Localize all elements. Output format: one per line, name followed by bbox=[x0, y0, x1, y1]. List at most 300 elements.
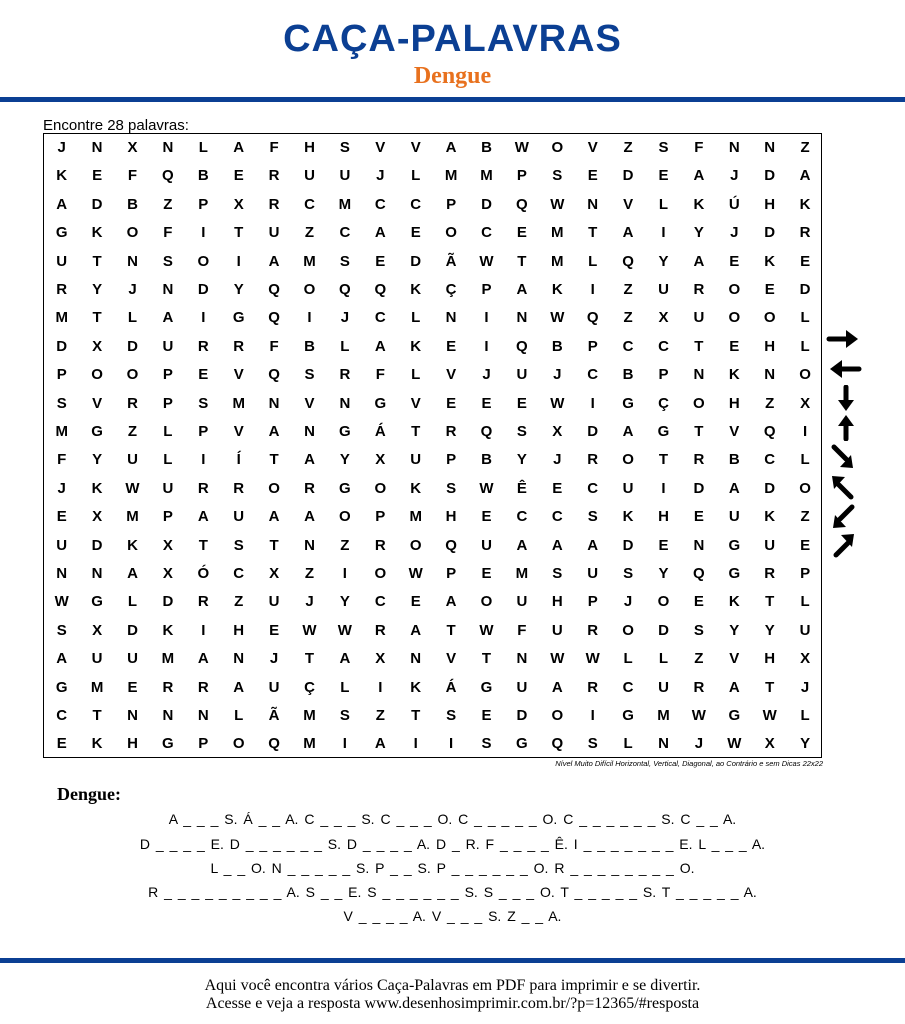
grid-cell[interactable]: Q bbox=[763, 423, 776, 440]
grid-cell[interactable]: L bbox=[234, 707, 244, 724]
grid-cell[interactable]: J bbox=[623, 593, 633, 611]
grid-cell[interactable]: D bbox=[764, 167, 776, 185]
grid-cell[interactable]: I bbox=[307, 309, 312, 327]
grid-cell[interactable]: D bbox=[622, 536, 634, 554]
grid-cell[interactable]: A bbox=[197, 650, 209, 668]
grid-cell[interactable]: D bbox=[587, 423, 599, 440]
grid-cell[interactable]: W bbox=[585, 650, 600, 668]
grid-cell[interactable]: S bbox=[339, 707, 350, 724]
grid-cell[interactable]: P bbox=[162, 394, 173, 412]
grid-cell[interactable]: D bbox=[481, 195, 492, 213]
grid-cell[interactable]: Z bbox=[127, 423, 138, 440]
grid-cell[interactable]: C bbox=[481, 224, 492, 242]
grid-cell[interactable]: E bbox=[516, 394, 527, 412]
grid-cell[interactable]: Z bbox=[304, 565, 315, 582]
grid-cell[interactable]: I bbox=[342, 565, 347, 582]
grid-cell[interactable]: B bbox=[304, 337, 315, 355]
grid-cell[interactable]: T bbox=[411, 423, 421, 440]
grid-cell[interactable]: R bbox=[268, 195, 280, 213]
grid-cell[interactable]: J bbox=[57, 139, 66, 156]
grid-cell[interactable]: J bbox=[305, 593, 314, 611]
grid-cell[interactable]: I bbox=[590, 281, 595, 298]
grid-cell[interactable]: A bbox=[728, 479, 740, 497]
grid-cell[interactable]: R bbox=[764, 565, 776, 582]
grid-cell[interactable]: S bbox=[587, 735, 598, 753]
grid-cell[interactable]: S bbox=[56, 621, 67, 639]
grid-cell[interactable]: F bbox=[694, 139, 704, 156]
grid-cell[interactable]: C bbox=[622, 337, 634, 355]
grid-cell[interactable]: J bbox=[269, 650, 279, 668]
grid-cell[interactable]: G bbox=[91, 423, 103, 440]
grid-cell[interactable]: S bbox=[446, 707, 457, 724]
grid-cell[interactable]: D bbox=[764, 224, 776, 242]
grid-cell[interactable]: S bbox=[481, 735, 492, 753]
grid-cell[interactable]: X bbox=[375, 650, 386, 668]
grid-cell[interactable]: Z bbox=[623, 309, 633, 327]
grid-cell[interactable]: N bbox=[127, 252, 138, 270]
grid-cell[interactable]: M bbox=[444, 167, 458, 185]
grid-cell[interactable]: A bbox=[693, 252, 705, 270]
grid-cell[interactable]: B bbox=[127, 195, 138, 213]
grid-cell[interactable]: Y bbox=[233, 281, 244, 298]
grid-cell[interactable]: G bbox=[728, 707, 741, 724]
grid-cell[interactable]: X bbox=[764, 735, 775, 753]
grid-cell[interactable]: I bbox=[201, 451, 206, 469]
grid-cell[interactable]: N bbox=[587, 195, 599, 213]
grid-cell[interactable]: T bbox=[92, 707, 102, 724]
grid-cell[interactable]: A bbox=[587, 536, 599, 554]
grid-cell[interactable]: T bbox=[765, 593, 775, 611]
grid-cell[interactable]: G bbox=[232, 309, 245, 327]
grid-cell[interactable]: M bbox=[303, 735, 316, 753]
grid-cell[interactable]: C bbox=[587, 366, 599, 384]
grid-cell[interactable]: M bbox=[161, 650, 175, 668]
grid-cell[interactable]: A bbox=[268, 423, 280, 440]
grid-cell[interactable]: O bbox=[303, 281, 316, 298]
grid-cell[interactable]: Q bbox=[268, 366, 280, 384]
grid-cell[interactable]: N bbox=[162, 281, 174, 298]
grid-cell[interactable]: S bbox=[658, 139, 669, 156]
grid-cell[interactable]: W bbox=[550, 195, 565, 213]
grid-cell[interactable]: A bbox=[162, 309, 174, 327]
grid-cell[interactable]: W bbox=[302, 621, 317, 639]
grid-cell[interactable]: I bbox=[201, 621, 206, 639]
grid-cell[interactable]: Y bbox=[658, 252, 669, 270]
grid-cell[interactable]: W bbox=[408, 565, 423, 582]
grid-cell[interactable]: T bbox=[92, 252, 102, 270]
grid-cell[interactable]: Ç bbox=[445, 281, 457, 298]
grid-cell[interactable]: E bbox=[56, 508, 67, 526]
grid-cell[interactable]: N bbox=[91, 565, 103, 582]
grid-cell[interactable]: O bbox=[445, 224, 457, 242]
grid-cell[interactable]: Y bbox=[339, 593, 350, 611]
grid-cell[interactable]: D bbox=[799, 281, 811, 298]
grid-cell[interactable]: V bbox=[304, 394, 315, 412]
grid-cell[interactable]: S bbox=[56, 394, 67, 412]
grid-cell[interactable]: Z bbox=[623, 139, 633, 156]
grid-cell[interactable]: Z bbox=[163, 195, 173, 213]
grid-cell[interactable]: O bbox=[126, 224, 139, 242]
grid-cell[interactable]: L bbox=[800, 593, 810, 611]
grid-cell[interactable]: G bbox=[480, 678, 493, 696]
grid-cell[interactable]: O bbox=[728, 309, 741, 327]
grid-cell[interactable]: B bbox=[551, 337, 563, 355]
grid-cell[interactable]: H bbox=[551, 593, 563, 611]
grid-cell[interactable]: O bbox=[126, 366, 139, 384]
grid-cell[interactable]: O bbox=[409, 536, 422, 554]
grid-cell[interactable]: A bbox=[799, 167, 811, 185]
grid-cell[interactable]: Q bbox=[516, 195, 528, 213]
grid-cell[interactable]: K bbox=[622, 508, 634, 526]
grid-cell[interactable]: T bbox=[269, 536, 279, 554]
grid-cell[interactable]: X bbox=[800, 394, 811, 412]
grid-cell[interactable]: S bbox=[339, 139, 350, 156]
grid-cell[interactable]: Ã bbox=[445, 252, 457, 270]
grid-cell[interactable]: H bbox=[764, 650, 776, 668]
grid-cell[interactable]: A bbox=[728, 678, 740, 696]
grid-cell[interactable]: V bbox=[233, 366, 244, 384]
grid-cell[interactable]: V bbox=[410, 394, 421, 412]
grid-cell[interactable]: E bbox=[481, 508, 492, 526]
grid-cell[interactable]: P bbox=[162, 508, 173, 526]
grid-cell[interactable]: U bbox=[56, 536, 68, 554]
grid-cell[interactable]: G bbox=[374, 394, 387, 412]
grid-cell[interactable]: M bbox=[55, 309, 68, 327]
grid-cell[interactable]: F bbox=[127, 167, 138, 185]
grid-cell[interactable]: X bbox=[269, 565, 280, 582]
grid-cell[interactable]: T bbox=[588, 224, 598, 242]
grid-cell[interactable]: E bbox=[729, 252, 740, 270]
grid-cell[interactable]: N bbox=[233, 650, 245, 668]
grid-cell[interactable]: V bbox=[729, 423, 740, 440]
grid-cell[interactable]: M bbox=[409, 508, 422, 526]
grid-cell[interactable]: T bbox=[411, 707, 421, 724]
grid-cell[interactable]: R bbox=[197, 479, 209, 497]
grid-cell[interactable]: H bbox=[304, 139, 315, 156]
grid-cell[interactable]: K bbox=[91, 479, 103, 497]
grid-cell[interactable]: Ç bbox=[658, 394, 669, 412]
grid-cell[interactable]: D bbox=[764, 479, 776, 497]
grid-cell[interactable]: A bbox=[445, 139, 457, 156]
grid-cell[interactable]: E bbox=[800, 536, 811, 554]
grid-cell[interactable]: N bbox=[268, 394, 280, 412]
grid-cell[interactable]: Z bbox=[234, 593, 244, 611]
grid-cell[interactable]: K bbox=[551, 281, 563, 298]
grid-cell[interactable]: L bbox=[163, 423, 173, 440]
grid-cell[interactable]: T bbox=[198, 536, 208, 554]
grid-cell[interactable]: C bbox=[339, 224, 351, 242]
grid-cell[interactable]: U bbox=[587, 565, 599, 582]
grid-cell[interactable]: M bbox=[480, 167, 493, 185]
grid-cell[interactable]: N bbox=[127, 707, 138, 724]
grid-cell[interactable]: N bbox=[162, 707, 174, 724]
grid-cell[interactable]: A bbox=[693, 167, 705, 185]
grid-cell[interactable]: T bbox=[92, 309, 102, 327]
grid-cell[interactable]: P bbox=[800, 565, 811, 582]
grid-cell[interactable]: R bbox=[197, 337, 209, 355]
grid-cell[interactable]: V bbox=[375, 139, 386, 156]
grid-cell[interactable]: V bbox=[587, 139, 598, 156]
grid-cell[interactable]: O bbox=[799, 479, 811, 497]
grid-cell[interactable]: M bbox=[551, 252, 564, 270]
grid-cell[interactable]: E bbox=[729, 337, 740, 355]
grid-cell[interactable]: O bbox=[374, 565, 387, 582]
grid-cell[interactable]: Ã bbox=[268, 707, 280, 724]
grid-cell[interactable]: F bbox=[375, 366, 385, 384]
grid-cell[interactable]: J bbox=[730, 224, 739, 242]
grid-cell[interactable]: A bbox=[56, 195, 68, 213]
grid-cell[interactable]: P bbox=[446, 451, 457, 469]
grid-cell[interactable]: P bbox=[516, 167, 527, 185]
grid-cell[interactable]: F bbox=[269, 139, 279, 156]
grid-cell[interactable]: P bbox=[198, 423, 209, 440]
grid-cell[interactable]: F bbox=[163, 224, 173, 242]
grid-cell[interactable]: A bbox=[56, 650, 68, 668]
grid-cell[interactable]: W bbox=[691, 707, 706, 724]
grid-cell[interactable]: A bbox=[197, 508, 209, 526]
grid-cell[interactable]: E bbox=[410, 224, 421, 242]
grid-cell[interactable]: G bbox=[622, 394, 634, 412]
grid-cell[interactable]: O bbox=[197, 252, 210, 270]
grid-cell[interactable]: R bbox=[304, 479, 315, 497]
grid-cell[interactable]: R bbox=[693, 451, 705, 469]
grid-cell[interactable]: I bbox=[661, 224, 666, 242]
grid-cell[interactable]: Z bbox=[800, 508, 810, 526]
grid-cell[interactable]: O bbox=[480, 593, 493, 611]
grid-cell[interactable]: M bbox=[657, 707, 670, 724]
grid-cell[interactable]: A bbox=[516, 536, 528, 554]
grid-cell[interactable]: C bbox=[587, 479, 599, 497]
grid-cell[interactable]: W bbox=[550, 394, 565, 412]
grid-cell[interactable]: C bbox=[764, 451, 776, 469]
grid-cell[interactable]: P bbox=[658, 366, 669, 384]
grid-cell[interactable]: L bbox=[800, 707, 810, 724]
grid-cell[interactable]: K bbox=[728, 366, 740, 384]
grid-cell[interactable]: J bbox=[730, 167, 739, 185]
grid-cell[interactable]: C bbox=[374, 593, 386, 611]
grid-cell[interactable]: R bbox=[445, 423, 457, 440]
grid-cell[interactable]: K bbox=[693, 195, 705, 213]
grid-cell[interactable]: D bbox=[127, 337, 138, 355]
grid-cell[interactable]: F bbox=[269, 337, 279, 355]
grid-cell[interactable]: Q bbox=[586, 309, 599, 327]
grid-cell[interactable]: C bbox=[658, 337, 669, 355]
grid-cell[interactable]: N bbox=[56, 565, 68, 582]
grid-cell[interactable]: Q bbox=[339, 281, 351, 298]
grid-cell[interactable]: E bbox=[693, 508, 704, 526]
grid-cell[interactable]: F bbox=[57, 451, 67, 469]
grid-cell[interactable]: H bbox=[728, 394, 740, 412]
grid-cell[interactable]: S bbox=[552, 565, 563, 582]
grid-cell[interactable]: O bbox=[268, 479, 280, 497]
grid-cell[interactable]: R bbox=[374, 536, 386, 554]
grid-cell[interactable]: T bbox=[658, 451, 669, 469]
grid-cell[interactable]: D bbox=[127, 621, 138, 639]
grid-cell[interactable]: L bbox=[800, 451, 810, 469]
grid-cell[interactable]: M bbox=[338, 195, 352, 213]
grid-cell[interactable]: T bbox=[765, 678, 775, 696]
grid-cell[interactable]: R bbox=[233, 337, 245, 355]
grid-cell[interactable]: I bbox=[484, 309, 489, 327]
grid-cell[interactable]: I bbox=[661, 479, 666, 497]
grid-cell[interactable]: S bbox=[339, 252, 350, 270]
grid-cell[interactable]: Z bbox=[800, 139, 810, 156]
grid-cell[interactable]: Z bbox=[765, 394, 775, 412]
grid-cell[interactable]: A bbox=[622, 224, 634, 242]
grid-cell[interactable]: T bbox=[304, 650, 315, 668]
grid-cell[interactable]: K bbox=[56, 167, 68, 185]
grid-cell[interactable]: T bbox=[694, 423, 704, 440]
grid-cell[interactable]: V bbox=[446, 650, 457, 668]
grid-cell[interactable]: Y bbox=[729, 621, 740, 639]
grid-cell[interactable]: K bbox=[410, 479, 422, 497]
grid-cell[interactable]: U bbox=[516, 593, 528, 611]
grid-cell[interactable]: S bbox=[587, 508, 598, 526]
grid-cell[interactable]: I bbox=[449, 735, 454, 753]
grid-cell[interactable]: Y bbox=[339, 451, 350, 469]
grid-cell[interactable]: K bbox=[764, 508, 776, 526]
grid-cell[interactable]: L bbox=[127, 309, 138, 327]
grid-cell[interactable]: S bbox=[693, 621, 704, 639]
grid-cell[interactable]: A bbox=[410, 621, 422, 639]
grid-cell[interactable]: C bbox=[304, 195, 315, 213]
grid-cell[interactable]: U bbox=[658, 678, 669, 696]
grid-cell[interactable]: P bbox=[481, 281, 492, 298]
grid-cell[interactable]: A bbox=[374, 735, 386, 753]
grid-cell[interactable]: Z bbox=[623, 281, 633, 298]
grid-cell[interactable]: W bbox=[550, 650, 565, 668]
grid-cell[interactable]: S bbox=[623, 565, 634, 582]
grid-cell[interactable]: U bbox=[693, 309, 705, 327]
grid-cell[interactable]: N bbox=[728, 139, 740, 156]
grid-cell[interactable]: M bbox=[55, 423, 68, 440]
grid-cell[interactable]: I bbox=[590, 707, 595, 724]
grid-cell[interactable]: I bbox=[413, 735, 418, 753]
grid-cell[interactable]: W bbox=[54, 593, 69, 611]
grid-cell[interactable]: I bbox=[201, 309, 206, 327]
grid-cell[interactable]: E bbox=[481, 565, 492, 582]
grid-cell[interactable]: O bbox=[551, 707, 564, 724]
grid-cell[interactable]: Á bbox=[445, 678, 457, 696]
grid-cell[interactable]: I bbox=[236, 252, 241, 270]
grid-cell[interactable]: O bbox=[622, 451, 634, 469]
grid-cell[interactable]: D bbox=[693, 479, 705, 497]
grid-cell[interactable]: S bbox=[552, 167, 563, 185]
grid-cell[interactable]: N bbox=[516, 309, 528, 327]
grid-cell[interactable]: Q bbox=[551, 735, 564, 753]
grid-cell[interactable]: K bbox=[127, 536, 138, 554]
grid-cell[interactable]: E bbox=[410, 593, 421, 611]
grid-cell[interactable]: E bbox=[481, 394, 492, 412]
grid-cell[interactable]: J bbox=[553, 451, 562, 469]
grid-cell[interactable]: V bbox=[729, 650, 740, 668]
grid-cell[interactable]: R bbox=[127, 394, 138, 412]
grid-cell[interactable]: L bbox=[658, 650, 669, 668]
grid-cell[interactable]: R bbox=[587, 451, 599, 469]
grid-cell[interactable]: R bbox=[56, 281, 68, 298]
grid-cell[interactable]: O bbox=[374, 479, 387, 497]
grid-cell[interactable]: U bbox=[481, 536, 492, 554]
grid-cell[interactable]: M bbox=[303, 707, 316, 724]
grid-cell[interactable]: E bbox=[446, 394, 457, 412]
grid-cell[interactable]: G bbox=[55, 224, 68, 242]
grid-cell[interactable]: F bbox=[517, 621, 527, 639]
grid-cell[interactable]: B bbox=[481, 451, 492, 469]
grid-cell[interactable]: H bbox=[445, 508, 457, 526]
grid-cell[interactable]: R bbox=[587, 678, 599, 696]
grid-cell[interactable]: Á bbox=[374, 423, 386, 440]
grid-cell[interactable]: Q bbox=[374, 281, 387, 298]
grid-cell[interactable]: X bbox=[162, 536, 173, 554]
grid-cell[interactable]: E bbox=[516, 224, 527, 242]
grid-cell[interactable]: X bbox=[233, 195, 244, 213]
grid-cell[interactable]: N bbox=[410, 650, 422, 668]
grid-cell[interactable]: B bbox=[728, 451, 740, 469]
grid-cell[interactable]: T bbox=[446, 621, 456, 639]
grid-cell[interactable]: I bbox=[803, 423, 808, 440]
grid-cell[interactable]: T bbox=[234, 224, 244, 242]
grid-cell[interactable]: O bbox=[799, 366, 811, 384]
grid-cell[interactable]: D bbox=[622, 167, 634, 185]
grid-cell[interactable]: J bbox=[800, 678, 810, 696]
grid-cell[interactable]: P bbox=[198, 195, 209, 213]
grid-cell[interactable]: C bbox=[56, 707, 68, 724]
grid-cell[interactable]: E bbox=[56, 735, 67, 753]
grid-cell[interactable]: K bbox=[410, 337, 422, 355]
grid-cell[interactable]: R bbox=[693, 281, 705, 298]
grid-cell[interactable]: U bbox=[728, 508, 740, 526]
grid-cell[interactable]: J bbox=[553, 366, 562, 384]
grid-cell[interactable]: X bbox=[800, 650, 811, 668]
grid-cell[interactable]: K bbox=[410, 281, 422, 298]
grid-cell[interactable]: R bbox=[233, 479, 245, 497]
grid-cell[interactable]: V bbox=[410, 139, 421, 156]
grid-cell[interactable]: A bbox=[551, 536, 563, 554]
grid-cell[interactable]: R bbox=[587, 621, 599, 639]
grid-cell[interactable]: R bbox=[197, 593, 209, 611]
grid-cell[interactable]: B bbox=[197, 167, 209, 185]
grid-cell[interactable]: L bbox=[411, 309, 421, 327]
grid-cell[interactable]: U bbox=[162, 479, 174, 497]
grid-cell[interactable]: N bbox=[197, 707, 209, 724]
grid-cell[interactable]: P bbox=[587, 337, 598, 355]
grid-cell[interactable]: J bbox=[340, 309, 350, 327]
grid-cell[interactable]: E bbox=[269, 621, 280, 639]
grid-cell[interactable]: E bbox=[375, 252, 386, 270]
grid-cell[interactable]: K bbox=[91, 735, 103, 753]
grid-cell[interactable]: B bbox=[481, 139, 492, 156]
grid-cell[interactable]: P bbox=[56, 366, 67, 384]
grid-cell[interactable]: E bbox=[800, 252, 811, 270]
grid-cell[interactable]: E bbox=[764, 281, 775, 298]
grid-cell[interactable]: X bbox=[92, 337, 103, 355]
grid-cell[interactable]: Z bbox=[375, 707, 385, 724]
grid-cell[interactable]: M bbox=[90, 678, 104, 696]
grid-cell[interactable]: O bbox=[622, 621, 634, 639]
grid-cell[interactable]: W bbox=[514, 139, 529, 156]
grid-cell[interactable]: N bbox=[764, 366, 776, 384]
grid-cell[interactable]: S bbox=[516, 423, 527, 440]
grid-cell[interactable]: T bbox=[269, 451, 279, 469]
grid-cell[interactable]: L bbox=[658, 195, 669, 213]
grid-cell[interactable]: U bbox=[764, 536, 776, 554]
grid-cell[interactable]: A bbox=[304, 451, 315, 469]
grid-cell[interactable]: P bbox=[162, 366, 173, 384]
grid-cell[interactable]: E bbox=[587, 167, 598, 185]
grid-cell[interactable]: Y bbox=[92, 451, 103, 469]
grid-cell[interactable]: N bbox=[304, 536, 315, 554]
grid-cell[interactable]: Q bbox=[622, 252, 634, 270]
